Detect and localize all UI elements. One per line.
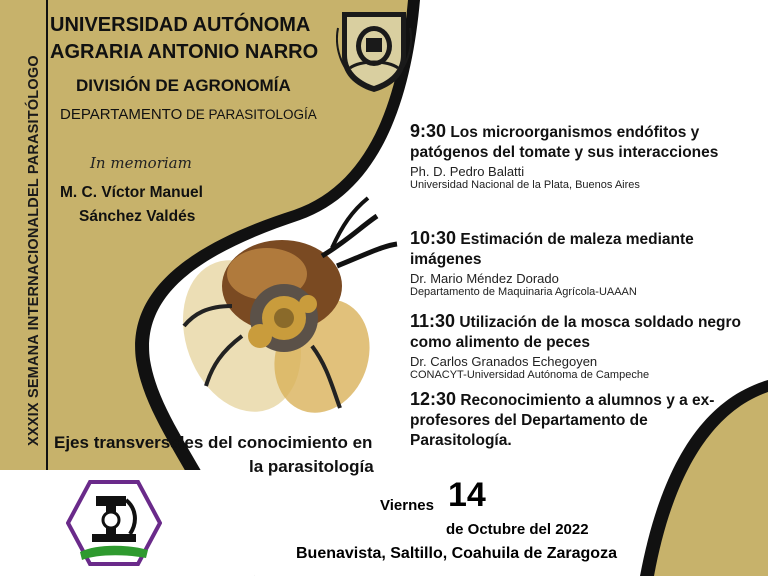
talk-item [410, 311, 750, 381]
talk-speaker: Dr. Carlos Granados Echegoyen [410, 354, 598, 369]
talk-institution: CONACYT-Universidad Autónoma de Campeche [410, 369, 650, 381]
university-seal-icon [336, 8, 412, 94]
talk-title: Reconocimiento a alumnos y a ex-profesores del Departamento de Parasitología. [410, 392, 715, 449]
talk-speaker: Dr. Mario Méndez Dorado [410, 271, 559, 286]
talk-heading [410, 121, 750, 163]
talk-item [410, 228, 750, 298]
mechanical-beetle-image [172, 186, 412, 422]
talk-speaker: Ph. D. Pedro Balatti [410, 164, 525, 179]
talk-title: Utilización de la mosca soldado negro como alimento de peces [410, 314, 742, 351]
memoriam-label: In memoriam [90, 154, 192, 172]
date-day: 14 [448, 476, 486, 514]
date-weekday: Viernes [380, 497, 434, 514]
university-name [50, 12, 318, 66]
memorial-name-line-1: M. C. Víctor Manuel [60, 184, 203, 201]
talk-heading [410, 311, 750, 353]
division-name: DIVISIÓN DE AGRONOMÍA [76, 76, 291, 95]
microscope-logo-icon [66, 478, 162, 568]
theme-line-1: Ejes transversales del conocimiento en [54, 433, 373, 452]
university-line-1: UNIVERSIDAD AUTÓNOMA [50, 14, 311, 36]
talk-time: 11:30 [410, 311, 456, 331]
talk-item [410, 121, 750, 191]
vertical-event-title: XXXIX SEMANA INTERNACIONALDEL PARASITÓLOGO [26, 55, 42, 446]
talk-institution: Departamento de Maquinaria Agrícola-UAAAN [410, 286, 637, 298]
university-line-2: AGRARIA ANTONIO NARRO [50, 41, 319, 63]
talk-item [410, 389, 750, 451]
department-name: DEPARTAMENTO DE PARASITOLOGÍA [60, 106, 317, 123]
talk-institution: Universidad Nacional de la Plata, Buenos Aires [410, 179, 640, 191]
talk-heading [410, 228, 750, 270]
talk-time: 9:30 [410, 121, 447, 141]
memorial-name-line-2: Sánchez Valdés [79, 208, 196, 225]
talk-title: Los microorganismos endófitos y patógenos del tomate y sus interacciones [410, 124, 719, 161]
talk-title: Estimación de maleza mediante imágenes [410, 231, 694, 268]
event-location: Buenavista, Saltillo, Coahuila de Zaragoza [296, 545, 617, 562]
date-month-year: de Octubre del 2022 [446, 521, 589, 538]
talk-heading [410, 389, 750, 451]
talk-time: 10:30 [410, 228, 457, 248]
theme-line-2: la parasitología [249, 457, 374, 476]
talk-time: 12:30 [410, 389, 457, 409]
